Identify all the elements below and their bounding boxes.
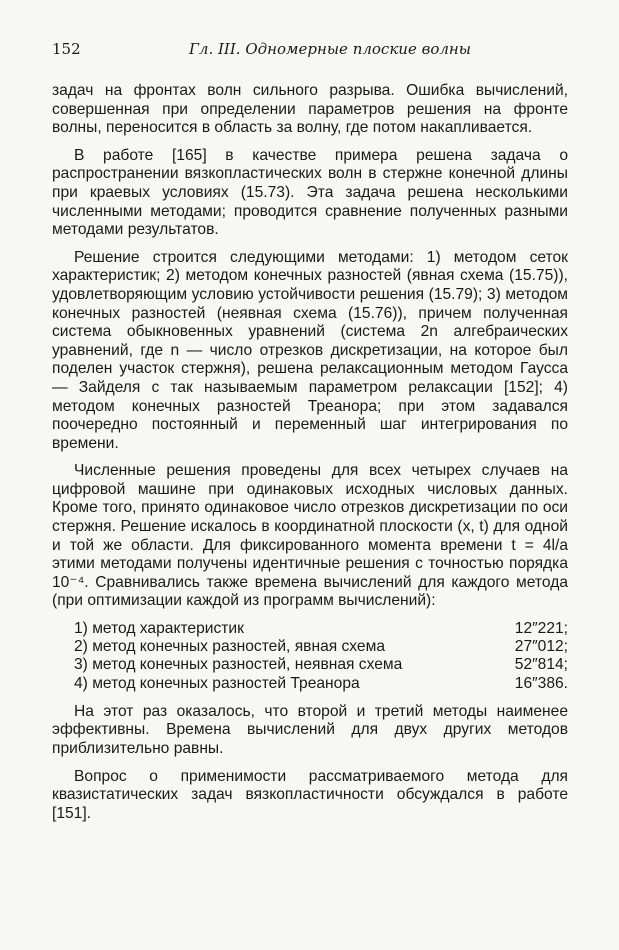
paragraph-example-165: В работе [165] в качестве примера решена задача о распространении вязкопластических волн в стержне конечной длины при краевых условиях (15.73). Эта задача решена несколькими численными методами; проводится сравнение полученных разными методами результатов. (52, 146, 568, 239)
method-time: 27″012; (514, 638, 568, 656)
paragraph-continuation: задач на фронтах волн сильного разрыва. Ошибка вычислений, совершенная при определении параметров решения на фронте волны, переносится в область за волну, где потом накапливается. (52, 82, 568, 137)
book-page (52, 40, 568, 832)
method-time: 16″386. (514, 674, 568, 692)
paragraph-numerical-solutions: Численные решения проведены для всех четырех случаев на цифровой машине при одинаковых исходных числовых данных. Кроме того, принято одинаковое число отрезков дискретизации по оси стержня. Решение искалось в координатной плоскости (x, t) для одной и той же области. Для фиксированного момента времени t = 4l/a этими методами получены идентичные решения с точностью порядка 10⁻⁴. Сравнивались также времена вычислений для каждого метода (при оптимизации каждой из программ вычислений): (52, 462, 568, 610)
method-label: 1) метод характеристик (74, 620, 244, 638)
paragraph-efficiency: На этот раз оказалось, что второй и третий методы наименее эффективны. Времена вычислений для двух других методов приблизительно равны. (52, 702, 568, 758)
method-label: 3) метод конечных разностей, неявная схема (74, 656, 403, 674)
page-header (52, 40, 568, 64)
list-item (74, 656, 568, 674)
running-title: Гл. III. Одномерные плоские волны (188, 40, 472, 58)
method-time: 52″814; (514, 656, 568, 674)
list-item (74, 620, 568, 638)
page-number: 152 (52, 40, 81, 58)
method-label: 4) метод конечных разностей Треанора (74, 674, 360, 692)
paragraph-quasistatic: Вопрос о применимости рассматриваемого метода для квазистатических задач вязкопластичности обсуждался в работе [151]. (52, 767, 568, 822)
method-time: 12″221; (514, 620, 568, 638)
method-label: 2) метод конечных разностей, явная схема (74, 638, 385, 656)
list-item (74, 638, 568, 656)
list-item (74, 675, 568, 693)
paragraph-methods: Решение строится следующими методами: 1) методом сеток характеристик; 2) методом конечных разностей (явная схема (15.75)), удовлетворяющим условию устойчивости решения (15.79); 3) методом конечных разностей (неявная схема (15.76)), причем полученная система обыкновенных уравнений (система 2n алгебраических уравнений, где n — число отрезков дискретизации, на которое был поделен участок стержня), решена релаксационным методом Гаусса — Зайделя с так называемым параметром релаксации [152]; 4) методом конечных разностей Треанора; при этом задавался поочередно постоянный и переменный шаг интегрирования по времени. (52, 248, 568, 452)
body-text (52, 82, 568, 823)
methods-timing-list (52, 620, 568, 693)
